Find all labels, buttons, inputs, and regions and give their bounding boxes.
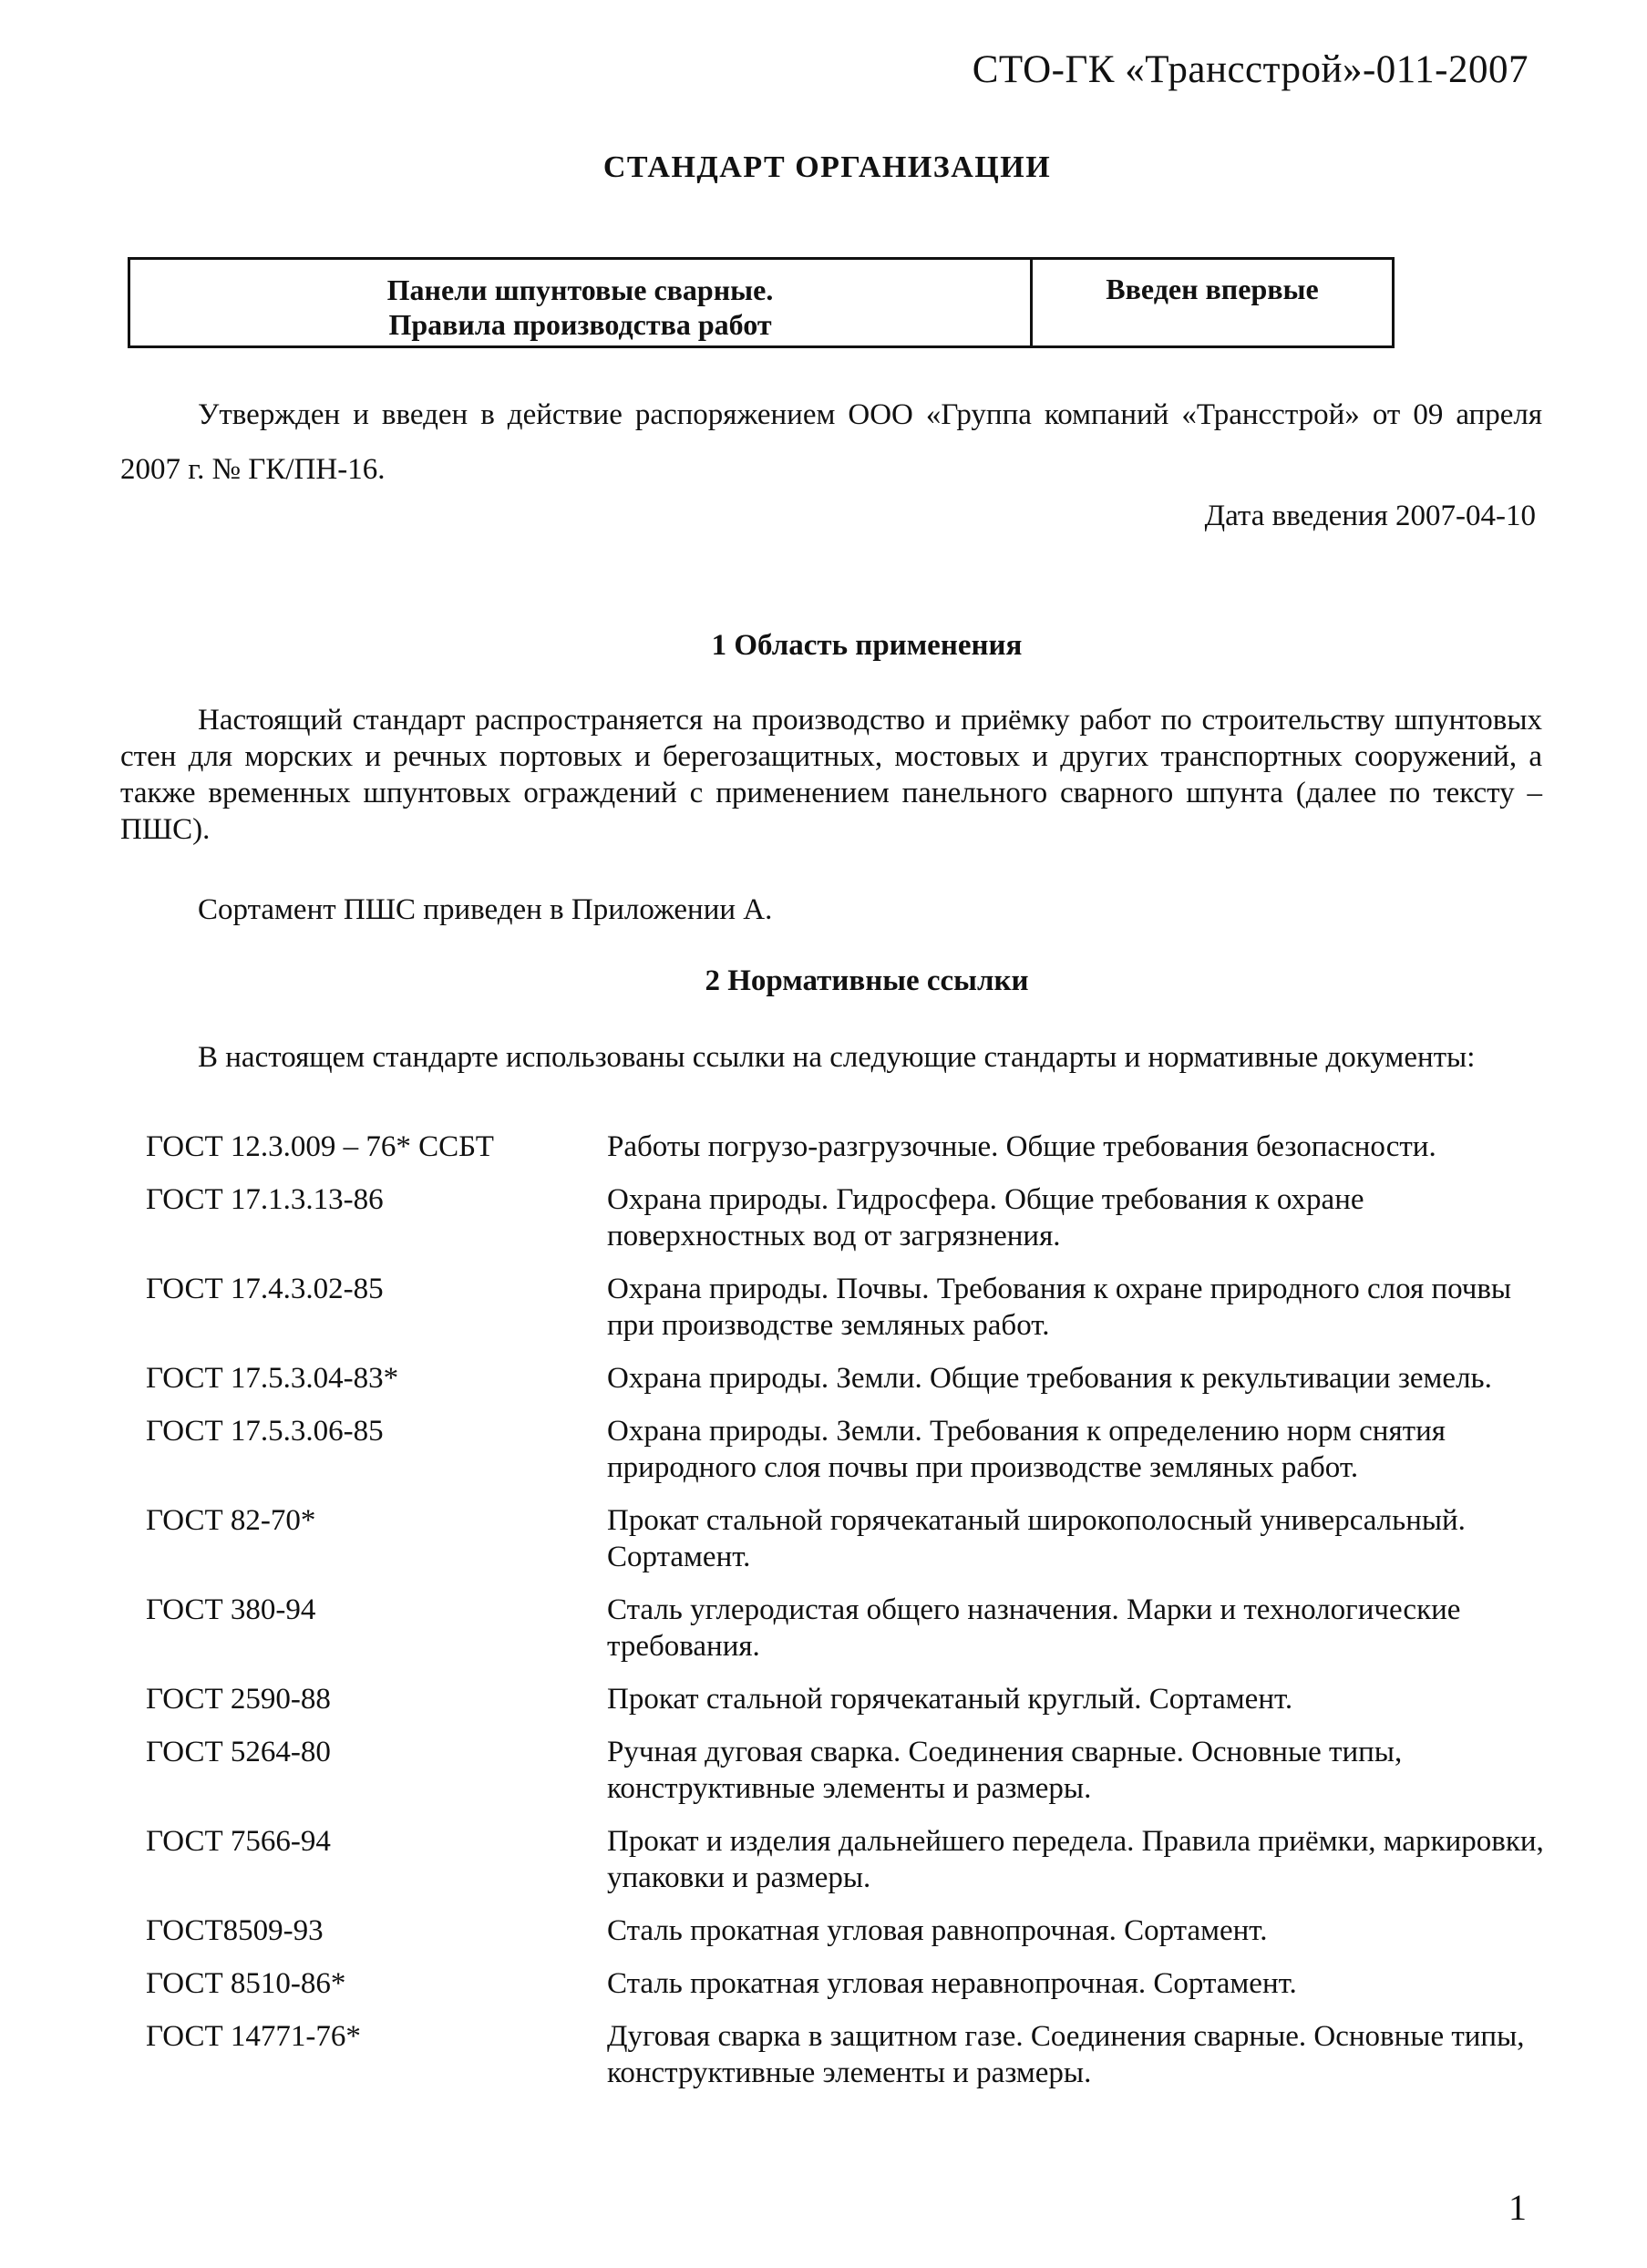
reference-row [146,1271,1549,1344]
reference-code: ГОСТ 7566-94 [146,1825,331,1858]
reference-title: Сталь углеродистая общего назначения. Марки и технологические требования. [607,1593,1461,1663]
reference-code: ГОСТ 17.5.3.04-83* [146,1362,399,1395]
reference-code: ГОСТ 17.1.3.13-86 [146,1183,384,1216]
reference-title: Сталь прокатная угловая неравнопрочная. Сортамент. [607,1967,1297,2000]
assortment-paragraph: Сортамент ПШС приведен в Приложении А. [198,893,773,926]
reference-title: Прокат и изделия дальнейшего передела. Правила приёмки, маркировки, упаковки и размеры. [607,1825,1544,1894]
reference-row [146,1681,1549,1717]
reference-code: ГОСТ 82-70* [146,1504,316,1537]
reference-code: ГОСТ 2590-88 [146,1683,331,1716]
reference-code: ГОСТ8509-93 [146,1914,324,1947]
reference-title: Прокат стальной горячекатаный широкополосный универсальный. Сортамент. [607,1504,1466,1573]
reference-row [146,1360,1549,1397]
reference-title: Прокат стальной горячекатаный круглый. Сортамент. [607,1683,1293,1716]
reference-code: ГОСТ 14771-76* [146,2020,361,2053]
reference-code: ГОСТ 12.3.009 – 76* ССБТ [146,1130,494,1163]
reference-row [146,2018,1549,2091]
title-line-1: Панели шпунтовые сварные. [386,273,774,306]
reference-code: ГОСТ 17.4.3.02-85 [146,1273,384,1305]
reference-title: Сталь прокатная угловая равнопрочная. Сортамент. [607,1914,1268,1947]
standard-title: СТАНДАРТ ОРГАНИЗАЦИИ [602,150,1052,184]
document-code: СТО-ГК «Трансстрой»-011-2007 [972,48,1529,91]
reference-title: Работы погрузо-разгрузочные. Общие требования безопасности. [607,1130,1436,1163]
reference-title: Охрана природы. Земли. Общие требования к рекультивации земель. [607,1362,1492,1395]
reference-code: ГОСТ 380-94 [146,1593,316,1626]
title-box-name [130,260,1033,345]
reference-row [146,1181,1549,1254]
reference-row [146,1912,1549,1949]
references-intro: В настоящем стандарте использованы ссылки на следующие стандарты и нормативные документы: [198,1041,1476,1074]
reference-row [146,1502,1549,1575]
reference-title: Охрана природы. Земли. Требования к определению норм снятия природного слоя почвы при производстве земляных работ. [607,1415,1446,1484]
introduction-date: Дата введения 2007-04-10 [1204,500,1536,532]
references-list [146,1129,1549,2091]
page-number: 1 [1508,2187,1527,2228]
reference-row [146,1965,1549,2002]
section-1-heading: 1 Область применения [711,629,1023,662]
reference-title: Охрана природы. Почвы. Требования к охране природного слоя почвы при производстве земляных работ. [607,1273,1512,1342]
reference-title: Ручная дуговая сварка. Соединения сварные. Основные типы, конструктивные элементы и размеры. [607,1736,1403,1805]
reference-row [146,1413,1549,1486]
title-box [128,257,1395,348]
reference-row [146,1823,1549,1896]
reference-title: Охрана природы. Гидросфера. Общие требования к охране поверхностных вод от загрязнения. [607,1183,1364,1253]
reference-code: ГОСТ 8510-86* [146,1967,346,2000]
approval-statement: Утвержден и введен в действие распоряжением ООО «Группа компаний «Трансстрой» от 09 апреля 2007 г. № ГК/ПН-16. [120,398,1542,486]
section-2-heading: 2 Нормативные ссылки [705,964,1029,997]
reference-title: Дуговая сварка в защитном газе. Соединения сварные. Основные типы, конструктивные элементы и размеры. [607,2020,1525,2089]
title-box-status: Введен впервые [1106,273,1319,305]
scope-paragraph: Настоящий стандарт распространяется на производство и приёмку работ по строительству шпунтовых стен для морских и речных портовых и берегозащитных, мостовых и других транспортных сооружений, а также временных шпунтовых ограждений с применением панельного сварного шпунта (далее по тексту – ПШС). [120,704,1542,846]
reference-code: ГОСТ 5264-80 [146,1736,331,1768]
reference-row [146,1734,1549,1807]
reference-code: ГОСТ 17.5.3.06-85 [146,1415,384,1448]
reference-row [146,1129,1549,1165]
title-line-2: Правила производства работ [388,308,772,341]
reference-row [146,1592,1549,1665]
